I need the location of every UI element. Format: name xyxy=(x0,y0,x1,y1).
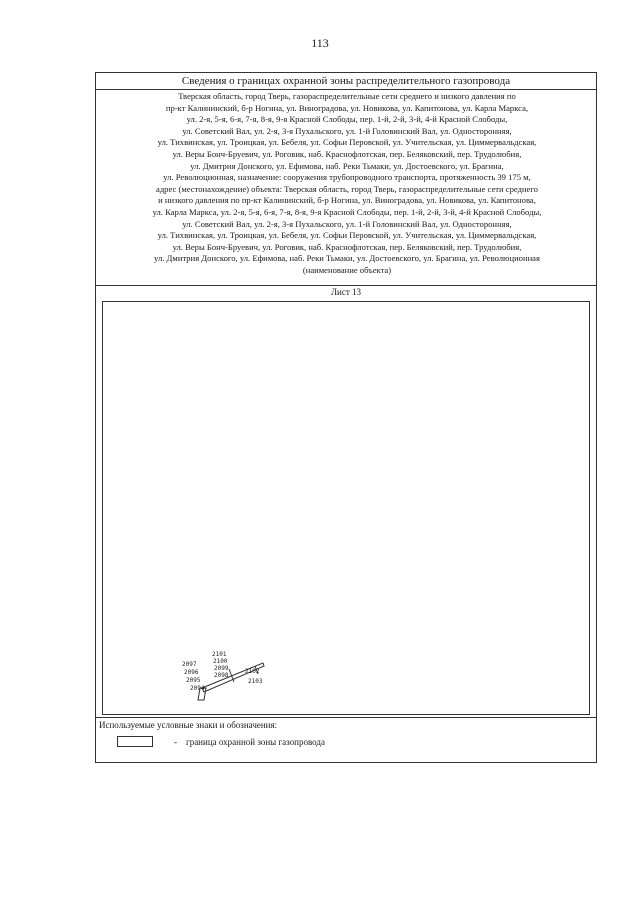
legend-dash: - xyxy=(174,737,177,747)
point-label: 2102 xyxy=(245,668,260,675)
map-area xyxy=(102,301,590,715)
point-label: 2096 xyxy=(184,669,199,676)
description-line: адрес (местонахождение) объекта: Тверская область, город Тверь, газораспределительные сети среднего xyxy=(156,183,538,194)
point-label: 2099 xyxy=(214,665,229,672)
description-line: и низкого давления по пр-кт Калининский, б-р Ногина, ул. Виноградова, ул. Новикова, ул. Капитонова, xyxy=(158,195,536,206)
description-line: ул. Дмитрия Донского, ул. Ефимова, наб. Реки Тьмаки, ул. Достоевского, ул. Брагина, ул. Революционная xyxy=(154,253,540,264)
description-line: ул. Тихвинская, ул. Троицкая, ул. Бебеля, ул. Софьи Перовской, ул. Учительская, ул. Циммервальдская, xyxy=(157,137,537,148)
point-label: 2097 xyxy=(182,661,197,668)
description-line: ул. Веры Бонч-Бруевич, ул. Роговик, наб. Краснофлотская, пер. Беляковский, пер. Трудолюбия, xyxy=(172,241,522,252)
point-labels xyxy=(182,651,263,692)
point-label: 2100 xyxy=(213,658,228,665)
point-label: 2094 xyxy=(190,685,205,692)
page-number: 113 xyxy=(311,36,329,50)
legend-title: Используемые условные знаки и обозначения: xyxy=(99,720,278,730)
point-label: 2103 xyxy=(248,678,263,685)
description-line: ул. Советский Вал, ул. 2-я, 3-я Пухальского, ул. 1-й Головинский Вал, ул. Односторонняя, xyxy=(182,125,512,136)
legend-swatch-zone-boundary xyxy=(117,736,153,747)
point-label: 2095 xyxy=(186,677,201,684)
description-caption: (наименование объекта) xyxy=(302,264,392,275)
description-line: пр-кт Калининский, б-р Ногина, ул. Виноградова, ул. Новикова, ул. Капитонова, ул. Карла Маркса, xyxy=(165,102,529,113)
object-description xyxy=(100,91,594,277)
description-line: ул. Революционная, назначение: сооружения трубопроводного транспорта, протяженность 39 175 м, xyxy=(163,172,531,183)
sheet-label: Лист 13 xyxy=(330,287,362,297)
description-line: ул. Карла Маркса, ул. 2-я, 5-я, 6-я, 7-я, 8-я, 9-я Красной Слободы, пер. 1-й, 2-й, 3-й, 4-й Красной Слободы, xyxy=(152,206,542,217)
description-line: ул. Веры Бонч-Бруевич, ул. Роговик, наб. Краснофлотская, пер. Беляковский, пер. Трудолюбия, xyxy=(172,148,522,159)
description-line: Тверская область, город Тверь, газораспределительные сети среднего и низкого давления по xyxy=(178,91,516,101)
description-line: ул. Дмитрия Донского, ул. Ефимова, наб. Реки Тьмаки, ул. Достоевского, ул. Брагина, xyxy=(190,160,504,171)
point-label: 2098 xyxy=(214,672,229,679)
description-line: ул. 2-я, 5-я, 6-я, 7-я, 8-я, 9-я Красной Слободы, пер. 1-й, 2-й, 3-й, 4-й Красной Слободы, xyxy=(186,114,508,125)
divider xyxy=(96,717,596,718)
description-line: ул. Тихвинская, ул. Троицкая, ул. Бебеля, ул. Софьи Перовской, ул. Учительская, ул. Циммервальдская, xyxy=(157,230,537,241)
map-drawing xyxy=(103,302,589,714)
legend-item-label: граница охранной зоны газопровода xyxy=(186,737,325,747)
description-line: ул. Советский Вал, ул. 2-я, 3-я Пухальского, ул. 1-й Головинский Вал, ул. Односторонняя, xyxy=(182,218,512,229)
point-label: 2101 xyxy=(212,651,227,658)
document-title: Сведения о границах охранной зоны распределительного газопровода xyxy=(96,73,596,90)
document-frame xyxy=(95,72,597,763)
